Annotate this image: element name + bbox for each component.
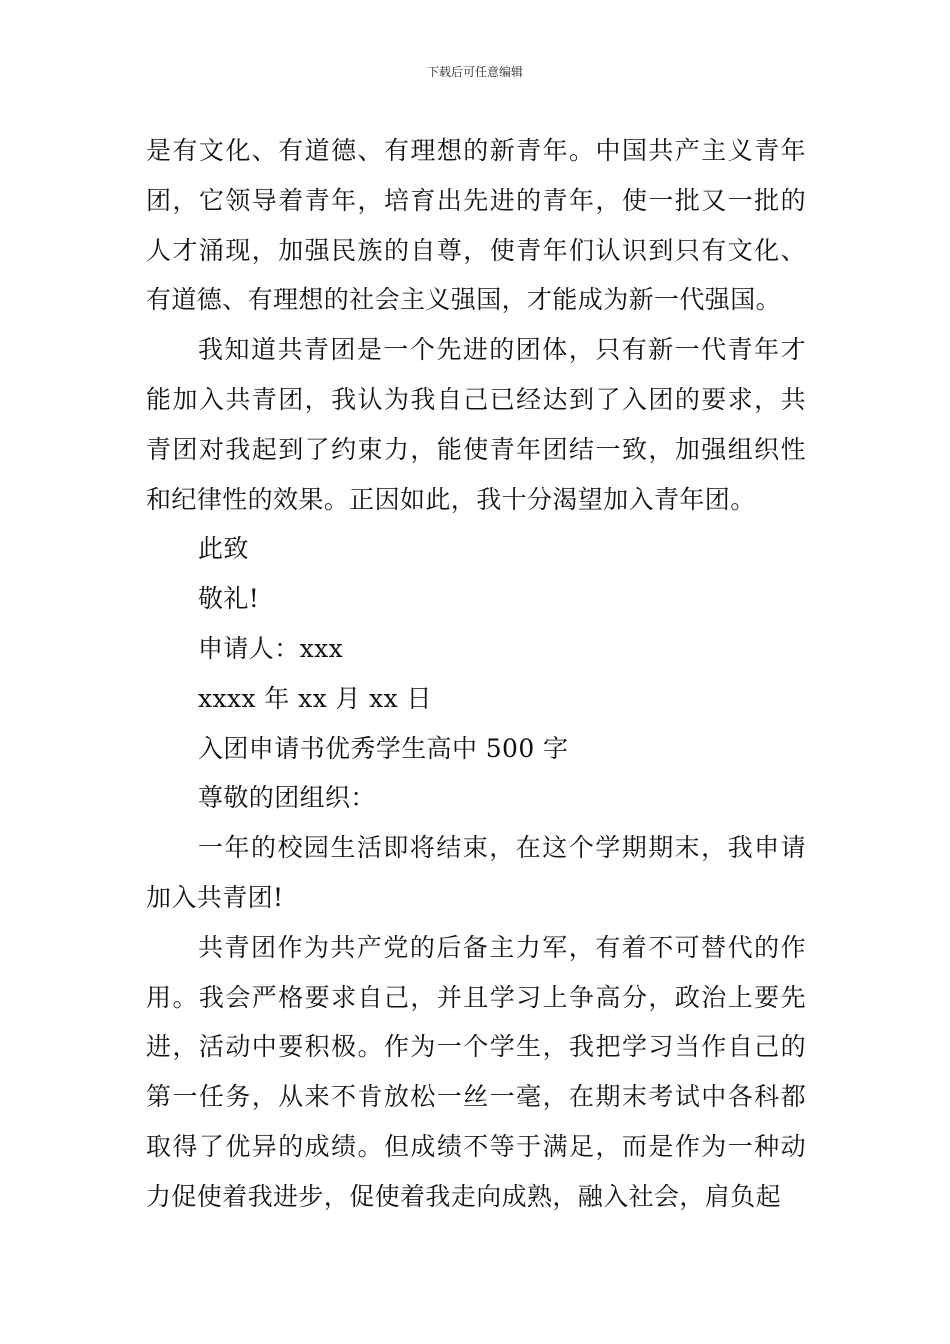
paragraph-continuation: 是有文化、有道德、有理想的新青年。中国共产主义青年团，它领导着青年，培育出先进的青年，使一批又一批的人才涌现，加强民族的自尊，使青年们认识到只有文化、有道德、有理想的社会主义强国，才能成为新一代强国。 xyxy=(146,136,806,315)
document-body xyxy=(146,126,806,1222)
applicant-line: 申请人：xxx xyxy=(198,633,344,663)
date-line: xxxx 年 xx 月 xx 日 xyxy=(198,683,432,713)
closing-regards: 敬礼! xyxy=(198,584,260,614)
page-header-note: 下载后可任意编辑 xyxy=(426,65,523,79)
section-title: 入团申请书优秀学生高中 500 字 xyxy=(198,733,569,763)
paragraph: 一年的校园生活即将结束，在这个学期期末，我申请加入共青团! xyxy=(146,833,806,912)
paragraph: 我知道共青团是一个先进的团体，只有新一代青年才能加入共青团，我认为我自己已经达到了入团的要求，共青团对我起到了约束力，能使青年团结一致，加强组织性和纪律性的效果。正因如此，我十分渴望加入青年团。 xyxy=(146,335,806,514)
paragraph: 共青团作为共产党的后备主力军，有着不可替代的作用。我会严格要求自己，并且学习上争高分，政治上要先进，活动中要积极。作为一个学生，我把学习当作自己的第一任务，从来不肯放松一丝一毫，在期末考试中各科都取得了优异的成绩。但成绩不等于满足，而是作为一种动力促使着我进步，促使着我走向成熟，融入社会，肩负起 xyxy=(146,932,806,1211)
closing-salutation: 此致 xyxy=(198,534,249,564)
greeting-line: 尊敬的团组织： xyxy=(198,783,376,813)
